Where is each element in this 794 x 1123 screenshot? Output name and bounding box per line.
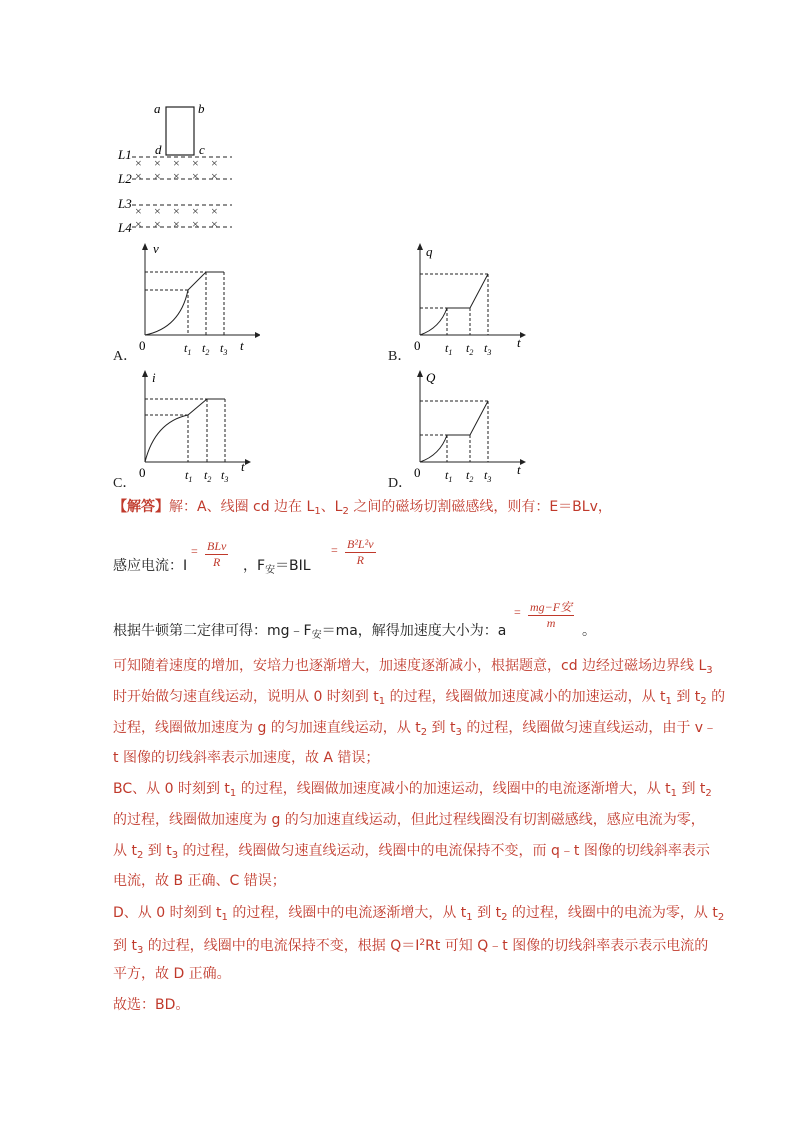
svg-text:×: × [211, 217, 218, 231]
svg-text:×: × [192, 204, 199, 218]
svg-text:t1: $t_1$ [445, 468, 453, 484]
graph-D-y-label: Q [426, 370, 436, 385]
svg-text:t2: $t_2$ [202, 341, 210, 357]
svg-text:t1: $t_1$ [185, 468, 193, 484]
svg-text:×: × [173, 156, 180, 170]
line-L1: L1 [118, 147, 132, 162]
svg-text:t: t [241, 459, 245, 474]
graph-A-y-label: v [153, 241, 159, 256]
coil-field-diagram [110, 95, 240, 240]
solution-line-4: 可知随着速度的增加，安培力也逐渐增大，加速度逐渐减小，根据题意，cd 边经过磁场边界线 $L_3$ [113, 658, 713, 676]
solution-line-9: 的过程，线圈做加速度为 g 的匀加速直线运动，但此过程线圈没有切割磁感线，感应电流为零， [113, 812, 705, 828]
solution-line-6: 过程，线圈做加速度为 g 的匀加速直线运动，从 $t_2$ 到 $t_3$ 的过程，线圈做匀速直线运动，由于 v﹣ [113, 720, 718, 738]
svg-text:0: 0 [414, 338, 421, 353]
svg-text:t: t [517, 335, 521, 350]
svg-text:×: × [173, 169, 180, 183]
option-D-label: D． [388, 476, 413, 491]
svg-text:t2: $t_2$ [204, 468, 212, 484]
graph-A-origin: 0 [139, 338, 146, 353]
svg-text:×: × [192, 169, 199, 183]
svg-text:t: t [240, 338, 244, 353]
graph-D [405, 367, 535, 487]
solution-tag: 【解答】 [113, 499, 169, 515]
fraction-F: = B²L²v R [331, 537, 374, 567]
graph-C [130, 367, 260, 487]
svg-text:t3: $t_3$ [221, 468, 229, 484]
solution-line-2b: ，$F_安=BIL$ [243, 558, 311, 576]
option-C-label: C． [113, 476, 137, 491]
svg-text:×: × [135, 156, 142, 170]
svg-text:×: × [173, 204, 180, 218]
svg-text:×: × [192, 217, 199, 231]
svg-text:×: × [154, 169, 161, 183]
solution-line-13: 到 $t_3$ 的过程，线圈中的电流保持不变，根据 $Q=I^2Rt$ 可知 Q﹣t 图像的切线斜率表示表示电流的 [113, 938, 709, 956]
corner-d: d [155, 142, 162, 157]
graph-B [405, 240, 535, 360]
svg-text:t3: $t_3$ [484, 341, 492, 357]
svg-text:×: × [211, 169, 218, 183]
svg-text:t2: $t_2$ [466, 341, 474, 357]
corner-a: a [154, 101, 161, 116]
option-B-label: B． [388, 349, 412, 364]
svg-text:×: × [154, 204, 161, 218]
svg-text:×: × [154, 217, 161, 231]
svg-text:×: × [135, 204, 142, 218]
corner-c: c [199, 142, 205, 157]
fraction-I: = BLv R [191, 539, 227, 569]
graph-C-y-label: i [152, 370, 156, 385]
svg-text:×: × [135, 169, 142, 183]
field-crosses [135, 156, 218, 231]
solution-line-15: 故选：BD。 [113, 997, 190, 1013]
fraction-a: = mg−F安 m [514, 600, 573, 630]
svg-text:t3: $t_3$ [484, 468, 492, 484]
svg-text:×: × [135, 217, 142, 231]
solution-line-11: 电流，故 B 正确、C 错误； [113, 873, 286, 889]
line-L2: L2 [118, 171, 132, 186]
solution-line-1: 【解答】解：A、线圈 cd 边在 $L_1$、$L_2$ 之间的磁场切割磁感线，则有：E＝BLv， [113, 499, 612, 517]
svg-text:×: × [192, 156, 199, 170]
solution-line-2: 感应电流：I [113, 558, 188, 574]
line-L3: L3 [118, 196, 132, 211]
solution-line-3b: 。 [582, 623, 596, 639]
svg-text:×: × [211, 156, 218, 170]
svg-text:0: 0 [139, 465, 146, 480]
graph-A [130, 240, 260, 360]
graph-B-y-label: q [426, 244, 433, 259]
svg-text:0: 0 [414, 465, 421, 480]
svg-text:t1: $t_1$ [184, 341, 192, 357]
solution-line-14: 平方，故 D 正确。 [113, 966, 231, 982]
line-L4: L4 [118, 220, 132, 235]
solution-line-5: 时开始做匀速直线运动，说明从 0 时刻到 $t_1$ 的过程，线圈做加速度减小的加速运动，从 $t_1$ 到 $t_2$ 的 [113, 689, 726, 707]
svg-text:t: t [517, 462, 521, 477]
solution-line-8: BC、从 0 时刻到 $t_1$ 的过程，线圈做加速度减小的加速运动，线圈中的电流逐渐增大，从 $t_1$ 到 $t_2$ [113, 781, 712, 799]
svg-text:×: × [173, 217, 180, 231]
solution-line-12: D、从 0 时刻到 $t_1$ 的过程，线圈中的电流逐渐增大，从 $t_1$ 到 $t_2$ 的过程，线圈中的电流为零，从 $t_2$ [113, 905, 725, 923]
solution-line-7: t 图像的切线斜率表示加速度，故 A 错误； [113, 750, 380, 766]
svg-text:t1: $t_1$ [445, 341, 453, 357]
svg-text:t3: $t_3$ [220, 341, 228, 357]
svg-text:t2: $t_2$ [466, 468, 474, 484]
svg-text:×: × [154, 156, 161, 170]
solution-line-3: 根据牛顿第二定律可得：$mg﹣F_安=ma$，解得加速度大小为：a [113, 623, 507, 641]
option-A-label: A． [113, 349, 138, 364]
svg-text:×: × [211, 204, 218, 218]
solution-line-10: 从 $t_2$ 到 $t_3$ 的过程，线圈做匀速直线运动，线圈中的电流保持不变，而 q﹣t 图像的切线斜率表示 [113, 843, 710, 861]
corner-b: b [198, 101, 205, 116]
